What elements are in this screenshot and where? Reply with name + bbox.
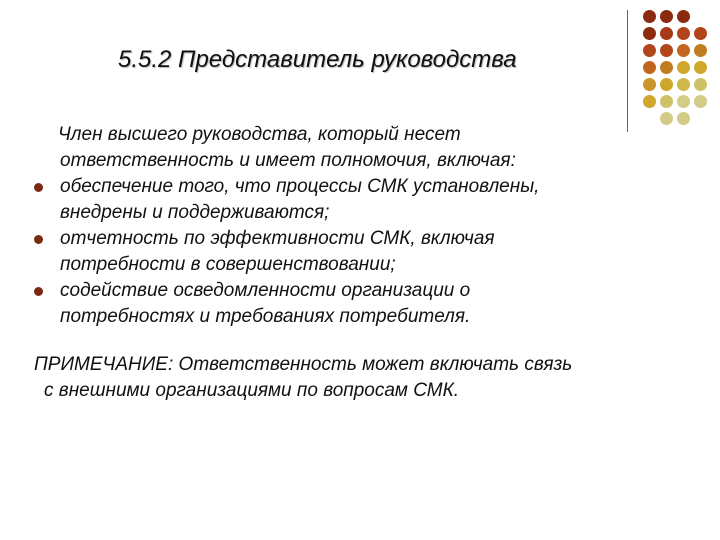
bullet-text: потребности в совершенствовании; [60,254,396,275]
note-line: с внешними организациями по вопросам СМК. [44,380,460,401]
decor-dot [694,44,707,57]
bullet-text: внедрены и поддерживаются; [60,202,330,223]
slide-title: 5.5.2 Представитель руководства [118,46,517,73]
bullet-icon [34,287,43,296]
decor-dot [660,78,673,91]
decor-dot [694,78,707,91]
decor-dot [677,10,690,23]
decor-dot [660,95,673,108]
decor-dot [643,10,656,23]
decor-dot [660,44,673,57]
intro-paragraph [34,122,694,174]
decor-dot [643,95,656,108]
decor-dot [694,27,707,40]
bullet-text: обеспечение того, что процессы СМК установлены, [60,176,540,197]
note-paragraph [34,352,694,404]
decor-dot [677,78,690,91]
bullet-icon [34,183,43,192]
decor-dot [643,27,656,40]
note-line: ПРИМЕЧАНИЕ: Ответственность может включать связь [34,354,573,375]
decor-dot [694,95,707,108]
bullet-item [34,226,694,278]
bullet-item [34,174,694,226]
decor-dot [660,27,673,40]
decor-dot [677,61,690,74]
bullet-text: отчетность по эффективности СМК, включая [60,228,495,249]
intro-line: Член высшего руководства, который несет [58,124,461,145]
decor-dot [677,44,690,57]
bullet-icon [34,235,43,244]
decor-dot [643,44,656,57]
decor-dot [677,95,690,108]
intro-line: ответственность и имеет полномочия, включая: [60,150,516,171]
decor-dot [677,27,690,40]
bullet-text: потребностях и требованиях потребителя. [60,306,471,327]
decor-dot [643,78,656,91]
bullet-text: содействие осведомленности организации о [60,280,471,301]
decor-dot [643,61,656,74]
bullet-item [34,278,694,330]
slide-body [34,122,694,404]
decor-dot [660,10,673,23]
decor-dot [660,61,673,74]
decor-dot [694,61,707,74]
